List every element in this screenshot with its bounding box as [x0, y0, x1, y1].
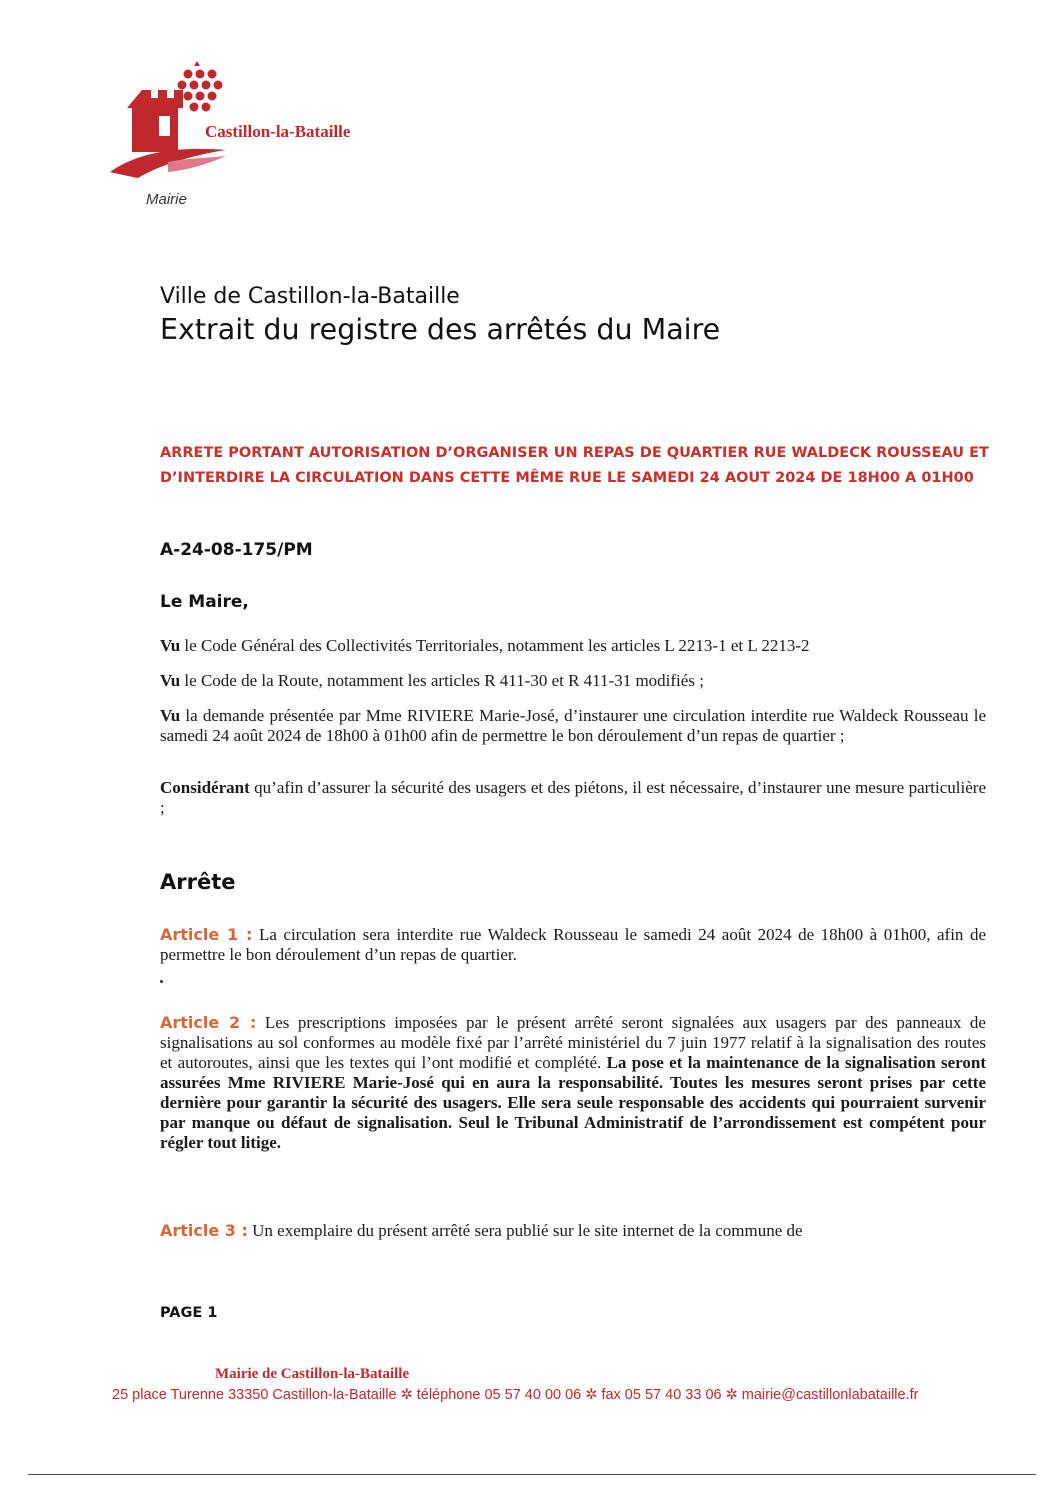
recital: Vu le Code Général des Collectivités Territoriales, notamment les articles L 2213-1 et L 2213-2 [160, 636, 810, 655]
decree-reference: A-24-08-175/PM [160, 540, 313, 560]
article-3: Article 3 : Un exemplaire du présent arrêté sera publié sur le site internet de la commune de [160, 1221, 803, 1240]
article-label: Article 1 : [160, 925, 253, 944]
page-number: PAGE 1 [160, 1305, 218, 1321]
decree-title: ARRETE PORTANT AUTORISATION D’ORGANISER UN REPAS DE QUARTIER RUE WALDECK ROUSSEAU ET D’INTERDIRE LA CIRCULATION DANS CETTE MÊME RUE LE SAMEDI 24 AOUT 2024 DE 18H00 A 01H00 [160, 445, 989, 486]
recital: Vu la demande présentée par Mme RIVIERE Marie-José, d’instaurer une circulation interdite rue Waldeck Rousseau le samedi 24 août 2024 de 18h00 à 01h00 afin de permettre le bon déroulement d’un repas de quartier ; [160, 706, 986, 745]
tower-icon [127, 90, 183, 152]
footer-name: Mairie de Castillon-la-Bataille [215, 1366, 410, 1382]
recital: Vu le Code de la Route, notamment les articles R 411-30 et R 411-31 modifiés ; [160, 671, 704, 690]
bottom-divider [28, 1474, 1036, 1475]
town-name: Ville de Castillon-la-Bataille [160, 284, 460, 309]
issuer: Le Maire, [160, 592, 249, 612]
stray-dot [160, 980, 163, 983]
section-heading: Arrête [160, 870, 236, 894]
article-1: Article 1 : La circulation sera interdite rue Waldeck Rousseau le samedi 24 août 2024 de 18h00 à 01h00, afin de permettre le bon déroulement d’un repas de quartier. [160, 925, 986, 964]
logo-subtitle: Mairie [146, 191, 187, 208]
logo-name: Castillon-la-Bataille [205, 122, 351, 141]
grapes-icon [178, 61, 223, 112]
register-title: Extrait du registre des arrêtés du Maire [160, 313, 721, 346]
article-label: Article 3 : [160, 1221, 248, 1240]
recital: Considérant qu’afin d’assurer la sécurité des usagers et des piétons, il est nécessaire, d’instaurer une mesure particulière ; [160, 778, 986, 817]
footer-address: 25 place Turenne 33350 Castillon-la-Bataille ✲ téléphone 05 57 40 00 06 ✲ fax 05 57 40 33 06 ✲ mairie@castillonlabataille.fr [112, 1387, 919, 1403]
article-label: Article 2 : [160, 1013, 257, 1032]
article-2: Article 2 : Les prescriptions imposées par le présent arrêté seront signalées aux usagers par des panneaux de signalisations au sol conformes au modèle fixé par l’arrêté ministériel du 7 juin 1977 relatif à la signalisation des routes et autoroutes, ainsi que les textes qui l’ont modifié et complété. La pose et la maintenance de la signalisation seront assurées Mme RIVIERE Marie-José qui en aura la responsabilité. Toutes les mesures seront prises par cette dernière pour garantir la sécurité des usagers. Elle sera seule responsable des accidents qui pourraient survenir par manque ou défaut de signalisation. Seul le Tribunal Administratif de l’arrondissement est compétent pour régler tout litige. [160, 1013, 986, 1152]
